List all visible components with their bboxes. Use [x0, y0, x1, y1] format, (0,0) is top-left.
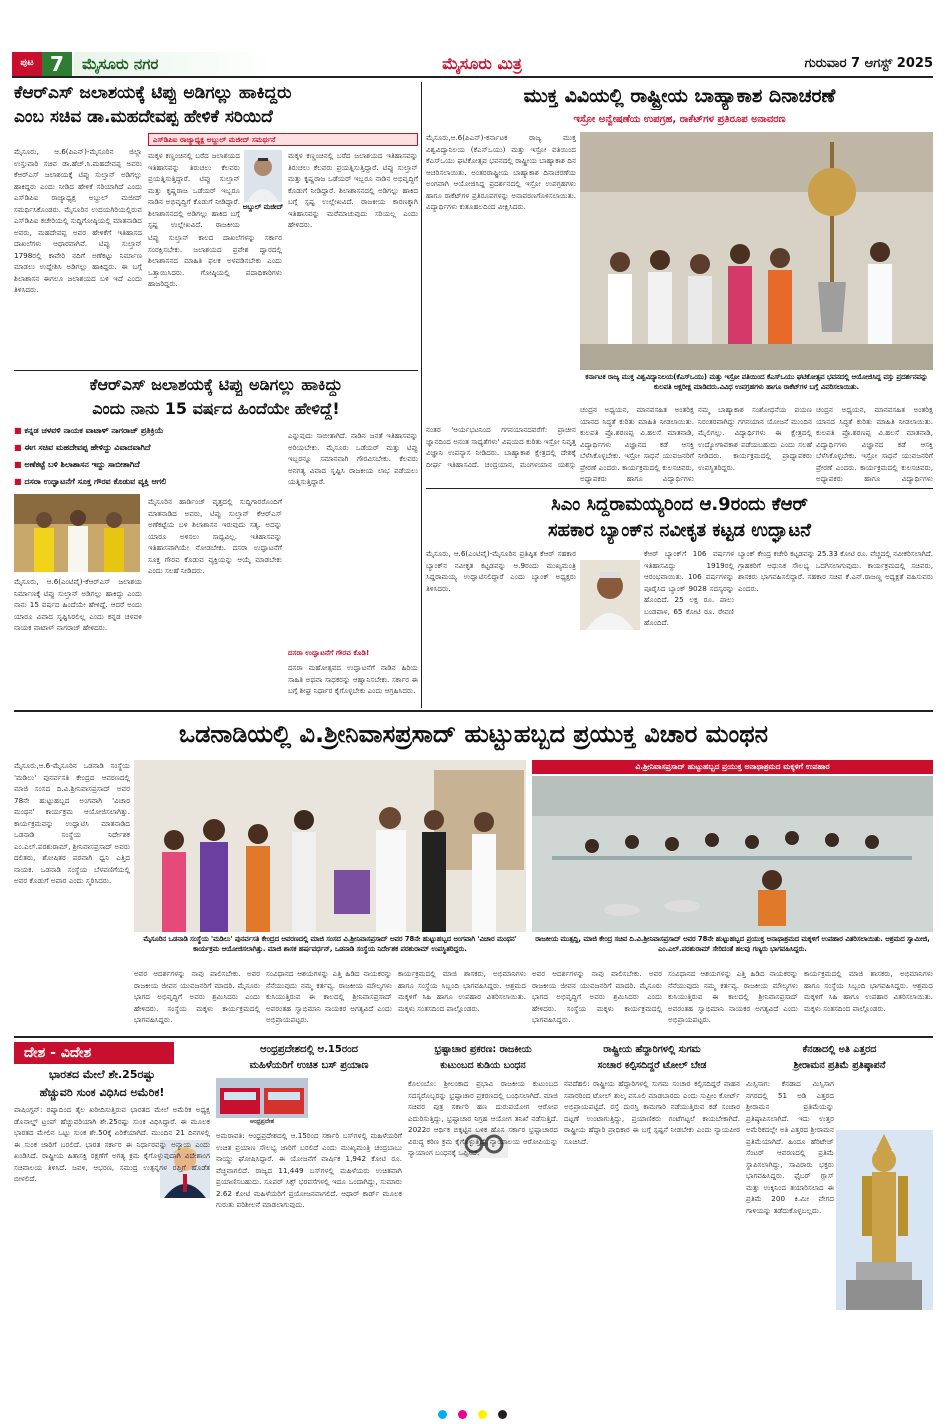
desha-s4-body: ನವದೆಹಲಿ: ರಾಷ್ಟ್ರೀಯ ಹೆದ್ದಾರಿಗಳಲ್ಲಿ ಸುಗಮ ಸಂಚಾರ ಕಲ್ಪಿಸದಿದ್ದರೆ ವಾಹನ ಸವಾರರಿಂದ ಟೋಲ್ ಶುಲ್ಕ ವಸೂಲಿ ಮಾಡಬಾರದು ಎಂದು ಸುಪ್ರೀಂ ಕೋರ್ಟ್ ಅಭಿಪ್ರಾಯಪಟ್ಟಿದೆ. ರಸ್ತೆ ದುರಸ್ತಿ ಕಾಮಗಾರಿ ನಡೆಯುತ್ತಿರುವ ಕಡೆ ಸಂಚಾರ ದಟ್ಟಣೆ ಉಂಟಾಗುತ್ತಿದ್ದು, ಪ್ರಯಾಣಿಕರು ಗಂಟೆಗಟ್ಟಲೆ ಕಾಯಬೇಕಾಗಿದೆ. ರಾಷ್ಟ್ರೀಯ ಹೆದ್ದಾರಿ ಪ್ರಾಧಿಕಾರ ಈ ಬಗ್ಗೆ ಸ್ಪಷ್ಟನೆ ನೀಡಬೇಕು ಎಂದು ನ್ಯಾಯಪೀಠ ಸೂಚಿಸಿದೆ. — [564, 1079, 740, 1146]
issue-date: ಗುರುವಾರ 7 ಆಗಸ್ಟ್ 2025 — [804, 56, 933, 71]
story2-body-col4: ದಸರಾ ಮಹೋತ್ಸವದ ಉದ್ಘಾಟನೆಗೆ ನಾಡಿನ ಹಿರಿಯ ಸಾಹಿತಿ ಅಥವಾ ಸಾಧಕರನ್ನು ಆಹ್ವಾನಿಸಬೇಕು. ಸರ್ಕಾರ ಈ ಬಗ್ಗೆ ಶೀಘ್ರ ನಿರ್ಧಾರ ಕೈಗೊಳ್ಳಬೇಕು ಎಂದು ಆಗ್ರಹಿಸಿದರು. — [288, 663, 418, 695]
masthead — [12, 52, 933, 78]
desha-s4-headline-line2: ಸಂಚಾರ ಕಲ್ಪಿಸದಿದ್ದರೆ ಟೋಲ್ ಬೇಡ — [597, 1060, 707, 1071]
story5-body-col3: ಸಂವಿಧಾನದ ಆಶಯಗಳನ್ನು ಎತ್ತಿ ಹಿಡಿದ ನಾಯಕರನ್ನು ನೆನೆಯುವುದು ನಮ್ಮ ಕರ್ತವ್ಯ. ರಾಜಕೀಯ ಮೌಲ್ಯಗಳು ಕುಸಿಯುತ್ತಿರುವ ಈ ಕಾಲದಲ್ಲಿ ಶ್ರೀನಿವಾಸಪ್ರಸಾದ್ ಅವರಂತಹ ಸ್ವಾಭಿಮಾನಿ ನಾಯಕರ ಅಗತ್ಯವಿದೆ ಎಂದು ಅಭಿಪ್ರಾಯಪಟ್ಟರು. — [266, 969, 392, 1024]
story4-body-col1: ಮೈಸೂರು, ಆ.6(ಎಂಟಿವೈ)-ಮೈಸೂರಿನ ಪ್ರತಿಷ್ಠಿತ ಕೆಆರ್ ಸಹಕಾರ ಬ್ಯಾಂಕ್‌ನ ನವೀಕೃತ ಕಟ್ಟಡವನ್ನು ಆ.9ರಂದು ಮುಖ್ಯಮಂತ್ರಿ ಸಿದ್ದರಾಮಯ್ಯ ಉದ್ಘಾಟಿಸಲಿದ್ದಾರೆ ಎಂದು ಬ್ಯಾಂಕ್ ಅಧ್ಯಕ್ಷರು ತಿಳಿಸಿದರು. — [426, 549, 576, 593]
story1-headline-line1: ಕೆಆರ್‌ಎಸ್ ಜಲಾಶಯಕ್ಕೆ ಟಿಪ್ಪು ಅಡಿಗಲ್ಲು ಹಾಕಿದ್ದರು — [14, 83, 292, 103]
desha-s2-photo-label: ಆಂಧ್ರಪ್ರದೇಶ — [249, 1118, 274, 1125]
column-divider — [421, 82, 422, 708]
desha-s2-body: ಅಮರಾವತಿ: ಆಂಧ್ರಪ್ರದೇಶದಲ್ಲಿ ಆ.15ರಿಂದ ಸರ್ಕಾರಿ ಬಸ್‌ಗಳಲ್ಲಿ ಮಹಿಳೆಯರಿಗೆ ಉಚಿತ ಪ್ರಯಾಣ ಸೌಲಭ್ಯ ಜಾರಿಗೆ ಬರಲಿದೆ ಎಂದು ಮುಖ್ಯಮಂತ್ರಿ ಚಂದ್ರಬಾಬು ನಾಯ್ಡು ಘೋಷಿಸಿದ್ದಾರೆ. ಈ ಯೋಜನೆಗೆ ವಾರ್ಷಿಕ 1,942 ಕೋಟಿ ರೂ. ವೆಚ್ಚವಾಗಲಿದೆ. ರಾಜ್ಯದ 11,449 ಬಸ್‌ಗಳಲ್ಲಿ ಮಹಿಳೆಯರು ಉಚಿತವಾಗಿ ಪ್ರಯಾಣಿಸಬಹುದು. ಸೂಪರ್ ಸಿಕ್ಸ್ ಭರವಸೆಗಳಲ್ಲಿ ಇದೂ ಒಂದಾಗಿದ್ದು, ಸುಮಾರು 2.62 ಕೋಟಿ ಮಹಿಳೆಯರಿಗೆ ಪ್ರಯೋಜನವಾಗಲಿದೆ. ಆಧಾರ್ ಕಾರ್ಡ್ ಮೂಲಕ ಗುರುತು ಪರಿಶೀಲನೆ ಮಾಡಲಾಗುವುದು. — [216, 1131, 402, 1209]
desha-s5-headline-line1: ಕೆನಡಾದಲ್ಲಿ ಅತಿ ಎತ್ತರದ — [802, 1044, 877, 1055]
desha-s4-headline-line1: ರಾಷ್ಟ್ರೀಯ ಹೆದ್ದಾರಿಗಳಲ್ಲಿ ಸುಗಮ — [603, 1044, 701, 1055]
story3-photo — [580, 132, 933, 370]
story3-body-col3: ನಮ್ಮ ಬಾಹ್ಯಾಕಾಶ ಸಂಶೋಧನೆಯ ಪಯಣ ನಿರಂತರವಾಗಿದ್ದು ಗಗನಯಾನ ಯೋಜನೆ ಮುಂದಿನ ಮೈಲಿಗಲ್ಲು. ವಿದ್ಯಾರ್ಥಿಗಳು ಈ ಕ್ಷೇತ್ರದಲ್ಲಿ ಉದ್ಯೋಗಾವಕಾಶ ಪಡೆಯಬಹುದು ಎಂದು ಸಲಹೆ ನೀಡಿದರು. ಕಾರ್ಯಕ್ರಮದಲ್ಲಿ ಪ್ರಾಧ್ಯಾಪಕರು ಉಪಸ್ಥಿತರಿದ್ದರು. — [698, 405, 812, 472]
story2-subhead: ದಸರಾ ಉದ್ಘಾಟನೆಗೆ ಗೌರವ ಕೊಡಿ! — [288, 648, 370, 657]
story4-headline-line1: ಸಿಎಂ ಸಿದ್ದರಾಮಯ್ಯರಿಂದ ಆ.9ರಂದು ಕೆಆರ್ — [551, 494, 808, 515]
story3-body-col1: ಮೈಸೂರು,ಆ.6(ಪಿಎನ್)-ಕರ್ನಾಟಕ ರಾಜ್ಯ ಮುಕ್ತ ವಿಶ್ವವಿದ್ಯಾನಿಲಯ (ಕೆಎಸ್‌ಒಯು) ಮತ್ತು ಇಸ್ರೋ ವತಿಯಿಂದ ಕೆಎಸ್‌ಒಯು ಘಟಿಕೋತ್ಸವ ಭವನದಲ್ಲಿ ರಾಷ್ಟ್ರೀಯ ಬಾಹ್ಯಾಕಾಶ ದಿನ ಆಚರಿಸಲಾಯಿತು. ಅಂತರರಾಷ್ಟ್ರೀಯ ಬಾಹ್ಯಾಕಾಶ ದಿನಾಚರಣೆಯ ಅಂಗವಾಗಿ ಆಯೋಜಿಸಿದ್ದ ಪ್ರದರ್ಶನದಲ್ಲಿ ಇಸ್ರೋ ಉಪಗ್ರಹಗಳು ಹಾಗೂ ರಾಕೆಟ್‌ಗಳ ಪ್ರತಿರೂಪಗಳನ್ನು ಅನಾವರಣಗೊಳಿಸಲಾಯಿತು. ವಿದ್ಯಾರ್ಥಿಗಳು ಕುತೂಹಲದಿಂದ ವೀಕ್ಷಿಸಿದರು. — [426, 133, 576, 211]
story5-headline: ಒಡನಾಡಿಯಲ್ಲಿ ವಿ.ಶ್ರೀನಿವಾಸಪ್ರಸಾದ್ ಹುಟ್ಟುಹಬ್ಬದ ಪ್ರಯುಕ್ತ ವಿಚಾರ ಮಂಥನ — [179, 720, 768, 748]
story3-body-col4: ಚಂದ್ರನ ಅಧ್ಯಯನ, ಮಾನವಸಹಿತ ಅಂತರಿಕ್ಷ ಯಾನದ ಸಿದ್ಧತೆ ಕುರಿತು ಮಾಹಿತಿ ನೀಡಲಾಯಿತು. ಕುಲಪತಿ ಪ್ರೊ.ಶರಣಪ್ಪ ವಿ.ಹಲಸೆ ಮಾತನಾಡಿ, ವಿದ್ಯಾರ್ಥಿಗಳು ವಿಜ್ಞಾನದ ಕಡೆ ಆಸಕ್ತಿ ಬೆಳೆಸಿಕೊಳ್ಳಬೇಕು. ಇಸ್ರೋ ಸಾಧನೆ ಯುವಜನರಿಗೆ ಪ್ರೇರಣೆ ಎಂದರು. ಕಾರ್ಯಕ್ರಮದಲ್ಲಿ ಕುಲಸಚಿವರು, ಅಧ್ಯಾಪಕರು ಹಾಗೂ ವಿದ್ಯಾರ್ಥಿಗಳು — [816, 405, 933, 483]
story5-body-col5: ಅವರ ಆದರ್ಶಗಳನ್ನು ನಾವು ಪಾಲಿಸಬೇಕು. ಅವರ ರಾಜಕೀಯ ಜೀವನ ಯುವಜನರಿಗೆ ಮಾದರಿ. ಮೈಸೂರು ಭಾಗದ ಅಭಿವೃದ್ಧಿಗೆ ಅವರು ಶ್ರಮಿಸಿದರು ಎಂದು ಹೇಳಿದರು. ಸಂಸ್ಥೆಯ ಮಕ್ಕಳು ಕಾರ್ಯಕ್ರಮದಲ್ಲಿ ಭಾಗವಹಿಸಿದ್ದರು. — [532, 969, 662, 1024]
story2-body-col3: ಎನ್ನುವುದು ಸಾಬೀತಾಗಿದೆ. ನಾಡಿನ ಜನತೆ ಇತಿಹಾಸವನ್ನು ಅರಿಯಬೇಕು. ಮೈಸೂರು ಒಡೆಯರ್ ಮತ್ತು ಟಿಪ್ಪು ಇಬ್ಬರನ್ನೂ ಸಮಾನವಾಗಿ ಗೌರವಿಸಬೇಕು. ಕೆಲವರು ಅನಗತ್ಯ ವಿವಾದ ಸೃಷ್ಟಿಸಿ ರಾಜಕೀಯ ಲಾಭ ಪಡೆಯಲು ಯತ್ನಿಸುತ್ತಿದ್ದಾರೆ. — [288, 431, 418, 486]
desha-s1-body: ವಾಷಿಂಗ್ಟನ್: ರಷ್ಯಾದಿಂದ ತೈಲ ಖರೀದಿಸುತ್ತಿರುವ ಭಾರತದ ಮೇಲೆ ಅಮೆರಿಕ ಅಧ್ಯಕ್ಷ ಡೊನಾಲ್ಡ್ ಟ್ರಂಪ್ ಹೆಚ್ಚುವರಿಯಾಗಿ ಶೇ.25ರಷ್ಟು ಸುಂಕ ವಿಧಿಸಿದ್ದಾರೆ. ಈ ಮೂಲಕ ಭಾರತದ ಮೇಲಿನ ಒಟ್ಟು ಸುಂಕ ಶೇ.50ಕ್ಕೆ ಏರಿಕೆಯಾಗಿದೆ. ಮುಂದಿನ 21 ದಿನಗಳಲ್ಲಿ ಈ ಸುಂಕ ಜಾರಿಗೆ ಬರಲಿದೆ. ಭಾರತ ಸರ್ಕಾರ ಈ ನಿರ್ಧಾರವನ್ನು ಅನ್ಯಾಯ ಎಂದು ಖಂಡಿಸಿದೆ. ರಾಷ್ಟ್ರೀಯ ಹಿತಾಸಕ್ತಿ ರಕ್ಷಣೆಗೆ ಅಗತ್ಯ ಕ್ರಮ ಕೈಗೊಳ್ಳುವುದಾಗಿ ವಿದೇಶಾಂಗ ಸಚಿವಾಲಯ ತಿಳಿಸಿದೆ. ಜವಳಿ, ಆಭರಣ, ಸಮುದ್ರ ಉತ್ಪನ್ನಗಳ ರಫ್ತಿಗೆ ಹೊಡೆತ ಬೀಳಲಿದೆ. — [14, 1105, 210, 1183]
divider — [14, 710, 933, 712]
story2-photo — [14, 494, 140, 572]
desha-s1-headline-line1: ಭಾರತದ ಮೇಲೆ ಶೇ.25ರಷ್ಟು — [48, 1068, 156, 1081]
story1-kicker: ಎಸ್‌ಡಿಪಿಐ ರಾಜ್ಯಾಧ್ಯಕ್ಷ ಅಬ್ದುಲ್ ಮಜೀದ್ ಸಮರ್ಥನೆ — [148, 133, 418, 146]
bullet-item: ■ ದಸರಾ ಉದ್ಘಾಟನೆಗೆ ಸೂಕ್ತ ಗೌರವ ಕೊಡುವ ವ್ಯಕ್ತಿ ಆಗಲಿ — [14, 477, 167, 486]
story5-body-col2: ಅವರ ಆದರ್ಶಗಳನ್ನು ನಾವು ಪಾಲಿಸಬೇಕು. ಅವರ ರಾಜಕೀಯ ಜೀವನ ಯುವಜನರಿಗೆ ಮಾದರಿ. ಮೈಸೂರು ಭಾಗದ ಅಭಿವೃದ್ಧಿಗೆ ಅವರು ಶ್ರಮಿಸಿದರು ಎಂದು ಹೇಳಿದರು. ಸಂಸ್ಥೆಯ ಮಕ್ಕಳು ಕಾರ್ಯಕ್ರಮದಲ್ಲಿ ಭಾಗವಹಿಸಿದ್ದರು. — [134, 969, 260, 1024]
desha-s3-headline-line2: ಕುಟುಂಬದ ಕುಡಿಯ ಬಂಧನ — [440, 1060, 526, 1071]
story5-body-col6: ಸಂವಿಧಾನದ ಆಶಯಗಳನ್ನು ಎತ್ತಿ ಹಿಡಿದ ನಾಯಕರನ್ನು ನೆನೆಯುವುದು ನಮ್ಮ ಕರ್ತವ್ಯ. ರಾಜಕೀಯ ಮೌಲ್ಯಗಳು ಕುಸಿಯುತ್ತಿರುವ ಈ ಕಾಲದಲ್ಲಿ ಶ್ರೀನಿವಾಸಪ್ರಸಾದ್ ಅವರಂತಹ ಸ್ವಾಭಿಮಾನಿ ನಾಯಕರ ಅಗತ್ಯವಿದೆ ಎಂದು ಅಭಿಪ್ರಾಯಪಟ್ಟರು. — [668, 969, 798, 1024]
desha-videsha-band: ದೇಶ - ವಿದೇಶ — [14, 1042, 174, 1064]
story5-photo1-caption: ಮೈಸೂರಿನ ಒಡನಾಡಿ ಸಂಸ್ಥೆಯ 'ಮಡಿಲು' ಪುನರ್ವಸತಿ ಕೇಂದ್ರದ ಆವರಣದಲ್ಲಿ ಮಾಜಿ ಸಂಸದ ವಿ.ಶ್ರೀನಿವಾಸಪ್ರಸಾದ್ ಅವರ 78ನೇ ಹುಟ್ಟುಹಬ್ಬದ ಅಂಗವಾಗಿ 'ವಿಚಾರ ಮಂಥನ' ಕಾರ್ಯಕ್ರಮ ಆಯೋಜಿಸಲಾಗಿತ್ತು. ಮಾಜಿ ಶಾಸಕ ಹರ್ಷವರ್ಧನ್, ಒಡನಾಡಿ ಸಂಸ್ಥೆಯ ನಿರ್ದೇಶಕ ಪರಶುರಾಮ್ ಉಪಸ್ಥಿತರಿದ್ದರು. — [143, 935, 517, 953]
registration-marks — [0, 1404, 945, 1418]
story3-headline: ಮುಕ್ತ ವಿವಿಯಲ್ಲಿ ರಾಷ್ಟ್ರೀಯ ಬಾಹ್ಯಾಕಾಶ ದಿನಾಚರಣೆ — [523, 85, 836, 107]
desha-s3-headline-line1: ಭ್ರಷ್ಟಾಚಾರ ಪ್ರಕರಣ: ರಾಜಕೀಯ — [434, 1044, 532, 1055]
story2-body-col1: ಮೈಸೂರು, ಆ.6(ಎಂಟಿವೈ)-ಕೆಆರ್‌ಎಸ್ ಜಲಾಶಯ ನಿರ್ಮಾಣಕ್ಕೆ ಟಿಪ್ಪು ಸುಲ್ತಾನ್ ಅಡಿಗಲ್ಲು ಹಾಕಿದ್ದು ಎಂದು ನಾನು 15 ವರ್ಷದ ಹಿಂದೆಯೇ ಹೇಳಿದ್ದೆ. ಆದರೆ ಅಂದು ಯಾರೂ ವಿವಾದ ಸೃಷ್ಟಿಸಿರಲಿಲ್ಲ ಎಂದು ಕನ್ನಡ ಚಳವಳಿ ನಾಯಕ ವಾಟಾಳ್ ನಾಗರಾಜ್ ಹೇಳಿದರು. — [14, 577, 142, 632]
desha-s5-body: ಮಿಸ್ಸಿಸಾಗ: ಕೆನಡಾದ ಮಿಸ್ಸಿಸಾಗ ನಗರದಲ್ಲಿ 51 ಅಡಿ ಎತ್ತರದ ಶ್ರೀರಾಮನ ಪ್ರತಿಮೆಯನ್ನು ಪ್ರತಿಷ್ಠಾಪಿಸಲಾಗಿದೆ. ಇದು ಉತ್ತರ ಅಮೆರಿಕದಲ್ಲೇ ಅತಿ ಎತ್ತರದ ಶ್ರೀರಾಮನ ಪ್ರತಿಮೆಯಾಗಿದೆ. ಹಿಂದೂ ಹೆರಿಟೇಜ್ ಸೆಂಟರ್ ಆವರಣದಲ್ಲಿ ಪ್ರತಿಮೆ ಸ್ಥಾಪಿಸಲಾಗಿದ್ದು, ಸಾವಿರಾರು ಭಕ್ತರು ಭಾಗವಹಿಸಿದ್ದರು. ಫೈಬರ್ ಗ್ಲಾಸ್ ಮತ್ತು ಉಕ್ಕಿನಿಂದ ತಯಾರಿಸಲಾದ ಈ ಪ್ರತಿಮೆ 200 ಕಿ.ಮೀ ವೇಗದ ಗಾಳಿಯನ್ನು ತಡೆದುಕೊಳ್ಳಬಲ್ಲದು. — [746, 1079, 834, 1215]
story4-cm-photo — [580, 560, 640, 630]
story4-headline-line2: ಸಹಕಾರ ಬ್ಯಾಂಕ್‌ನ ನವೀಕೃತ ಕಟ್ಟಡ ಉದ್ಘಾಟನೆ — [547, 520, 812, 541]
story3-body-col1b: ನಂತರ 'ಆರ್ಯಭಟನಿಂದ ಗಗನಯಾನದವರೆಗೆ: ಪ್ರಾಚೀನ ಜ್ಞಾನದಿಂದ ಅನಂತ ಸಾಧ್ಯತೆಗಳು' ವಿಷಯದ ಕುರಿತು ಇಸ್ರೋ ನಿವೃತ್ತ ವಿಜ್ಞಾನಿ ಉಪನ್ಯಾಸ ನೀಡಿದರು. ಬಾಹ್ಯಾಕಾಶ ಕ್ಷೇತ್ರದಲ್ಲಿ ದೇಶಕ್ಕೆ ದೀರ್ಘ ಇತಿಹಾಸವಿದೆ. ಚಂದ್ರಯಾನ, ಮಂಗಳಯಾನ ಯಶಸ್ಸು — [426, 425, 576, 469]
story5-body-col1: ಮೈಸೂರು,ಆ.6-ಮೈಸೂರಿನ ಒಡನಾಡಿ ಸಂಸ್ಥೆಯ 'ಮಡಿಲು' ಪುನರ್ವಸತಿ ಕೇಂದ್ರದ ಆವರಣದಲ್ಲಿ ಮಾಜಿ ಸಂಸದ ದಿ.ವಿ.ಶ್ರೀನಿವಾಸಪ್ರಸಾದ್ ಅವರ 78ನೇ ಹುಟ್ಟುಹಬ್ಬದ ಅಂಗವಾಗಿ 'ವಿಚಾರ ಮಂಥನ' ಕಾರ್ಯಕ್ರಮ ಆಯೋಜಿಸಲಾಗಿತ್ತು. ಕಾರ್ಯಕ್ರಮವನ್ನು ಉದ್ಘಾಟಿಸಿ ಮಾತನಾಡಿದ ಒಡನಾಡಿ ಸಂಸ್ಥೆಯ ನಿರ್ದೇಶಕ ಎಂ.ಎಲ್.ಪರಶುರಾಮ್, ಶ್ರೀನಿವಾಸಪ್ರಸಾದ್ ಅವರು ದಲಿತರು, ಶೋಷಿತರ ಪರವಾಗಿ ಧ್ವನಿ ಎತ್ತಿದ ನಾಯಕ. ಒಡನಾಡಿ ಸಂಸ್ಥೆಯ ಬೆಳವಣಿಗೆಯಲ್ಲಿ ಅವರ ಕೊಡುಗೆ ಅಪಾರ ಎಂದು ಸ್ಮರಿಸಿದರು. — [14, 761, 130, 885]
story2-bullets — [14, 422, 292, 494]
bullet-item: ■ ಅಣೆಕಟ್ಟೆ ಬಳಿ ಶಿಲಾಶಾಸನ ಇದ್ದು ಸಾಬೀತಾಗಿದೆ — [14, 460, 140, 469]
desha-s5-headline-line2: ಶ್ರೀರಾಮನ ಪ್ರತಿಮೆ ಪ್ರತಿಷ್ಠಾಪನೆ — [793, 1060, 886, 1071]
desha-s5-statue-photo — [836, 1130, 933, 1310]
desha-s2-photo — [216, 1078, 308, 1118]
story1-body-col4: ಮಕ್ಕಳ ಕಣ್ಣಂಚಿನಲ್ಲಿ ಬರೆದ ಜಲಾಶಯದ ಇತಿಹಾಸವನ್ನು ತಿರುಚಲು ಕೆಲವರು ಪ್ರಯತ್ನಿಸುತ್ತಿದ್ದಾರೆ. ಟಿಪ್ಪು ಸುಲ್ತಾನ್ ಮತ್ತು ಕೃಷ್ಣರಾಜ ಒಡೆಯರ್ ಇಬ್ಬರೂ ನಾಡಿನ ಅಭಿವೃದ್ಧಿಗೆ ಕೊಡುಗೆ ನೀಡಿದ್ದಾರೆ. ಶಿಲಾಶಾಸನದಲ್ಲಿ ಅಡಿಗಲ್ಲು ಹಾಕಿದ ಬಗ್ಗೆ ಸ್ಪಷ್ಟ ಉಲ್ಲೇಖವಿದೆ. ರಾಜಕೀಯ ಕಾರಣಕ್ಕಾಗಿ ಇತಿಹಾಸವನ್ನು ಮರೆಮಾಚುವುದು ಸರಿಯಲ್ಲ ಎಂದು ಹೇಳಿದರು. — [288, 151, 418, 229]
story1-body-col3: ಟಿಪ್ಪು ಸುಲ್ತಾನ್ ಕಾಲದ ದಾಖಲೆಗಳನ್ನು ಸರ್ಕಾರ ಸಂರಕ್ಷಿಸಬೇಕು. ಜಲಾಶಯದ ಪ್ರವೇಶ ದ್ವಾರದಲ್ಲಿ ಶಿಲಾಶಾಸನದ ಮಾಹಿತಿ ಫಲಕ ಅಳವಡಿಸಬೇಕು ಎಂದು ಒತ್ತಾಯಿಸಿದರು. ಗೋಷ್ಠಿಯಲ್ಲಿ ಪದಾಧಿಕಾರಿಗಳು ಹಾಜರಿದ್ದರು. — [148, 233, 282, 288]
divider — [14, 1036, 933, 1038]
color-dot — [478, 1410, 487, 1419]
story3-body-col2: ಚಂದ್ರನ ಅಧ್ಯಯನ, ಮಾನವಸಹಿತ ಅಂತರಿಕ್ಷ ಯಾನದ ಸಿದ್ಧತೆ ಕುರಿತು ಮಾಹಿತಿ ನೀಡಲಾಯಿತು. ಕುಲಪತಿ ಪ್ರೊ.ಶರಣಪ್ಪ ವಿ.ಹಲಸೆ ಮಾತನಾಡಿ, ವಿದ್ಯಾರ್ಥಿಗಳು ವಿಜ್ಞಾನದ ಕಡೆ ಆಸಕ್ತಿ ಬೆಳೆಸಿಕೊಳ್ಳಬೇಕು. ಇಸ್ರೋ ಸಾಧನೆ ಯುವಜನರಿಗೆ ಪ್ರೇರಣೆ ಎಂದರು. ಕಾರ್ಯಕ್ರಮದಲ್ಲಿ ಕುಲಸಚಿವರು, ಅಧ್ಯಾಪಕರು ಹಾಗೂ ವಿದ್ಯಾರ್ಥಿಗಳು — [580, 405, 694, 483]
divider — [14, 370, 418, 371]
page-label: ಪುಟ — [12, 52, 42, 76]
color-dot — [438, 1410, 447, 1419]
story5-photo2-caption: ರಾಜಕೀಯ ಮುತ್ಸದ್ದಿ, ಮಾಜಿ ಕೇಂದ್ರ ಸಚಿವ ದಿ.ವಿ.ಶ್ರೀನಿವಾಸಪ್ರಸಾದ್ ಅವರ 78ನೇ ಹುಟ್ಟುಹಬ್ಬದ ಪ್ರಯುಕ್ತ ಅನಾಥಾಶ್ರಮದ ಮಕ್ಕಳಿಗೆ ಉಪಹಾರ ವಿತರಿಸಲಾಯಿತು. ಆಶ್ರಮದ ಸ್ವಾಮೀಜಿ, ಎಂ.ಎಲ್.ಪರಶುರಾಮ್ ಸೇರಿದಂತೆ ಹಲವು ಗಣ್ಯರು ಭಾಗವಹಿಸಿದ್ದರು. — [535, 935, 930, 953]
bullet-item: ■ ಈಗ ಸಚಿವ ಮಹದೇವಪ್ಪ ಹೇಳಿದ್ದು ವಿವಾದವಾಗಿದೆ — [14, 443, 151, 452]
paper-name-logo: ಮೈಸೂರು ಮಿತ್ರ — [442, 54, 522, 73]
page-number: 7 — [42, 52, 72, 76]
story5-photo1 — [134, 760, 526, 932]
color-dot — [498, 1410, 507, 1419]
story2-body-col2: ಮೈಸೂರಿನ ಹಾರ್ಡಿಂಜ್ ವೃತ್ತದಲ್ಲಿ ಸುದ್ದಿಗಾರರೊಂದಿಗೆ ಮಾತನಾಡಿದ ಅವರು, ಟಿಪ್ಪು ಸುಲ್ತಾನ್ ಕೆಆರ್‌ಎಸ್ ಅಣೆಕಟ್ಟೆಯ ಬಳಿ ಶಿಲಾಶಾಸನ ಇರುವುದು ಸತ್ಯ. ಅದನ್ನು ಯಾರೂ ಅಳಿಸಲು ಸಾಧ್ಯವಿಲ್ಲ. ಇತಿಹಾಸವನ್ನು ಇತಿಹಾಸವಾಗಿಯೇ ನೋಡಬೇಕು. ದಸರಾ ಉದ್ಘಾಟನೆಗೆ ಸೂಕ್ತ ಗೌರವ ಕೊಡುವ ವ್ಯಕ್ತಿಯನ್ನು ಆಯ್ಕೆ ಮಾಡಬೇಕು ಎಂದು ಸಲಹೆ ನೀಡಿದರು. — [148, 497, 282, 575]
story5-photo2 — [532, 776, 933, 932]
desha-s2-headline-line1: ಆಂಧ್ರಪ್ರದೇಶದಲ್ಲಿ ಆ.15ರಂದ — [260, 1044, 358, 1055]
section-name: ಮೈಸೂರು ನಗರ — [74, 52, 274, 76]
story3-photo-caption: ಕರ್ನಾಟಕ ರಾಜ್ಯ ಮುಕ್ತ ವಿಶ್ವವಿದ್ಯಾನಿಲಯ(ಕೆಎಸ್‌ಒಯು) ಮತ್ತು ಇಸ್ರೋ ವತಿಯಿಂದ ಕೆಎಸ್‌ಒಯು ಘಟಿಕೋತ್ಸವ ಭವನದಲ್ಲಿ ಆಯೋಜಿಸಿದ್ದ ವಸ್ತು ಪ್ರದರ್ಶನವನ್ನು ಕುಲಪತಿ ಅಕ್ಷರೀಕ್ಷ ಮಾಡಿದರು.ವಿವಿಧ ಉಪಗ್ರಹಗಳು ಹಾಗೂ ರಾಕೆಟ್‌ಗಳ ಬಗ್ಗೆ ವಿವರಿಸಲಾಯಿತು. — [585, 373, 928, 391]
story1-headline-line2: ಎಂಬ ಸಚಿವ ಡಾ.ಮಹದೇವಪ್ಪ ಹೇಳಿಕೆ ಸರಿಯಿದೆ — [14, 107, 273, 127]
story4-body-col2: ಕೆಆರ್ ಬ್ಯಾಂಕ್‌ಗೆ 106 ವರ್ಷಗಳ ಇತಿಹಾಸವಿದ್ದು 1919ರಲ್ಲಿ ಆರಂಭವಾಯಿತು. 106 ವರ್ಷಗಳನ್ನು ಪೂರೈಸಿದ ಬ್ಯಾಂಕ್ 9028 ಸದಸ್ಯರನ್ನು ಹೊಂದಿದೆ. 25 ಲಕ್ಷ ರೂ. ಪಾಲು ಬಂಡವಾಳ, 65 ಕೋಟಿ ರೂ. ಠೇವಣಿ ಹೊಂದಿದೆ. — [644, 549, 734, 627]
desha-s3-body: ಕೊಲಂಬೊ: ಶ್ರೀಲಂಕಾದ ಪ್ರಭಾವಿ ರಾಜಕೀಯ ಕುಟುಂಬದ ಸದಸ್ಯರೊಬ್ಬರನ್ನು ಭ್ರಷ್ಟಾಚಾರ ಪ್ರಕರಣದಲ್ಲಿ ಬಂಧಿಸಲಾಗಿದೆ. ಮಾಜಿ ಸಚಿವರ ಪುತ್ರ ಸರ್ಕಾರಿ ಹಣ ದುರುಪಯೋಗ ಆರೋಪ ಎದುರಿಸುತ್ತಿದ್ದು, ಭ್ರಷ್ಟಾಚಾರ ನಿಗ್ರಹ ಆಯೋಗ ತನಿಖೆ ನಡೆಸುತ್ತಿದೆ. 2022ರ ಆರ್ಥಿಕ ಬಿಕ್ಕಟ್ಟಿನ ಬಳಿಕ ಹೊಸ ಸರ್ಕಾರ ಭ್ರಷ್ಟಾಚಾರದ ವಿರುದ್ಧ ಕಠಿಣ ಕ್ರಮ ಕೈಗೊಳ್ಳುತ್ತಿದೆ. ನ್ಯಾಯಾಲಯ ಆರೋಪಿಯನ್ನು ನ್ಯಾಯಾಂಗ ಬಂಧನಕ್ಕೆ ಒಪ್ಪಿಸಿದೆ. — [408, 1079, 558, 1157]
desha-s2-headline-line2: ಮಹಿಳೆಯರಿಗೆ ಉಚಿತ ಬಸ್ ಪ್ರಯಾಣ — [249, 1060, 369, 1071]
story3-subhead: ಇಸ್ರೋ ಅನ್ವೇಷಣೆಯ ಉಪಗ್ರಹ, ರಾಕೆಟ್‌ಗಳ ಪ್ರತಿರೂಪ ಅನಾವರಣ — [573, 114, 786, 125]
story1-mug-photo — [244, 150, 282, 202]
desha-s1-headline-line2: ಹೆಚ್ಚುವರಿ ಸುಂಕ ವಿಧಿಸಿದ ಅಮೆರಿಕ! — [39, 1086, 165, 1099]
story2-headline-line2: ಎಂದು ನಾನು 15 ವರ್ಷದ ಹಿಂದೆಯೇ ಹೇಳಿದ್ದೆ! — [92, 399, 340, 418]
story1-body-col2: ಮಕ್ಕಳ ಕಣ್ಣಂಚಿನಲ್ಲಿ ಬರೆದ ಜಲಾಶಯದ ಇತಿಹಾಸವನ್ನು ತಿರುಚಲು ಕೆಲವರು ಪ್ರಯತ್ನಿಸುತ್ತಿದ್ದಾರೆ. ಟಿಪ್ಪು ಸುಲ್ತಾನ್ ಮತ್ತು ಕೃಷ್ಣರಾಜ ಒಡೆಯರ್ ಇಬ್ಬರೂ ನಾಡಿನ ಅಭಿವೃದ್ಧಿಗೆ ಕೊಡುಗೆ ನೀಡಿದ್ದಾರೆ. ಶಿಲಾಶಾಸನದಲ್ಲಿ ಅಡಿಗಲ್ಲು ಹಾಕಿದ ಬಗ್ಗೆ ಸ್ಪಷ್ಟ ಉಲ್ಲೇಖವಿದೆ. ರಾಜಕೀಯ — [148, 151, 240, 229]
story5-banner: ವಿ.ಶ್ರೀನಿವಾಸಪ್ರಸಾದ್ ಹುಟ್ಟುಹಬ್ಬದ ಪ್ರಯುಕ್ತ ಅನಾಥಾಶ್ರಮದ ಮಕ್ಕಳಿಗೆ ಉಪಹಾರ — [532, 760, 933, 774]
color-dot — [458, 1410, 467, 1419]
story2-headline-line1: ಕೆಆರ್‌ಎಸ್ ಜಲಾಶಯಕ್ಕೆ ಟಿಪ್ಪು ಅಡಿಗಲ್ಲು ಹಾಕಿದ್ದು — [89, 375, 343, 394]
story4-body-col3: ಬ್ಯಾಂಕ್ ಕೇಂದ್ರ ಕಚೇರಿ ಕಟ್ಟಡವನ್ನು 25.33 ಕೋಟಿ ರೂ. ವೆಚ್ಚದಲ್ಲಿ ನವೀಕರಿಸಲಾಗಿದೆ. ಗ್ರಾಹಕರಿಗೆ ಆಧುನಿಕ ಸೌಲಭ್ಯ ಒದಗಿಸಲಾಗುವುದು. ಕಾರ್ಯಕ್ರಮದಲ್ಲಿ ಸಚಿವರು, ಶಾಸಕರು ಭಾಗವಹಿಸಲಿದ್ದಾರೆ. ಸಹಕಾರ ಸಚಿವ ಕೆ.ಎನ್.ರಾಜಣ್ಣ ಅಧ್ಯಕ್ಷತೆ ವಹಿಸುವರು ಎಂದರು. — [738, 549, 933, 593]
story1-body-col1: ಮೈಸೂರು, ಆ.6(ಪಿಎನ್)-ಮೈಸೂರಿನ ಜಿಲ್ಲಾ ಉಸ್ತುವಾರಿ ಸಚಿವ ಡಾ.ಹೆಚ್.ಸಿ.ಮಹದೇವಪ್ಪ ಅವರು ಕೆಆರ್‌ಎಸ್ ಜಲಾಶಯಕ್ಕೆ ಟಿಪ್ಪು ಸುಲ್ತಾನ್ ಅಡಿಗಲ್ಲು ಹಾಕಿದ್ದರು ಎಂದು ನೀಡಿದ ಹೇಳಿಕೆ ಸರಿಯಾಗಿದೆ ಎಂದು ಎಸ್‌ಡಿಪಿಐ ರಾಜ್ಯಾಧ್ಯಕ್ಷ ಅಬ್ದುಲ್ ಮಜೀದ್ ಸಮರ್ಥಿಸಿಕೊಂಡರು. ಮೈಸೂರಿನ ಉದಯಗಿರಿಯಲ್ಲಿರುವ ಎಸ್‌ಡಿಪಿಐ ಕಚೇರಿಯಲ್ಲಿ ಸುದ್ದಿಗೋಷ್ಠಿಯಲ್ಲಿ ಮಾತನಾಡಿದ ಅವರು, ಮಹದೇವಪ್ಪ ಅವರ ಹೇಳಿಕೆಗೆ ಇತಿಹಾಸದ ದಾಖಲೆಗಳು ಆಧಾರವಾಗಿವೆ. ಟಿಪ್ಪು ಸುಲ್ತಾನ್ 1798ರಲ್ಲಿ ಕಾವೇರಿ ನದಿಗೆ ಅಣೆಕಟ್ಟು ನಿರ್ಮಾಣ ಮಾಡಲು ಉದ್ದೇಶಿಸಿ ಅಡಿಗಲ್ಲು ಹಾಕಿದ್ದರು. ಈ ಬಗ್ಗೆ ಶಿಲಾಶಾಸನ ಈಗಲೂ ಜಲಾಶಯದ ಬಳಿ ಇದೆ ಎಂದು ತಿಳಿಸಿದರು. — [14, 147, 142, 294]
story5-body-col7: ಕಾರ್ಯಕ್ರಮದಲ್ಲಿ ಮಾಜಿ ಶಾಸಕರು, ಅಭಿಮಾನಿಗಳು ಹಾಗೂ ಸಂಸ್ಥೆಯ ಸಿಬ್ಬಂದಿ ಭಾಗವಹಿಸಿದ್ದರು. ಆಶ್ರಮದ ಮಕ್ಕಳಿಗೆ ಸಿಹಿ ಹಾಗೂ ಉಪಹಾರ ವಿತರಿಸಲಾಯಿತು. ಮಕ್ಕಳು ಸಂತಸದಿಂದ ಪಾಲ್ಗೊಂಡರು. — [804, 969, 933, 1013]
story1-mug-caption: ಅಬ್ದುಲ್ ಮಜೀದ್ — [242, 203, 284, 211]
bullet-item: ■ ಕನ್ನಡ ಚಳವಳಿ ನಾಯಕ ವಾಟಾಳ್ ನಾಗರಾಜ್ ಪ್ರತಿಕ್ರಿಯೆ — [14, 426, 164, 435]
story5-body-col4: ಕಾರ್ಯಕ್ರಮದಲ್ಲಿ ಮಾಜಿ ಶಾಸಕರು, ಅಭಿಮಾನಿಗಳು ಹಾಗೂ ಸಂಸ್ಥೆಯ ಸಿಬ್ಬಂದಿ ಭಾಗವಹಿಸಿದ್ದರು. ಆಶ್ರಮದ ಮಕ್ಕಳಿಗೆ ಸಿಹಿ ಹಾಗೂ ಉಪಹಾರ ವಿತರಿಸಲಾಯಿತು. ಮಕ್ಕಳು ಸಂತಸದಿಂದ ಪಾಲ್ಗೊಂಡರು. — [398, 969, 526, 1013]
divider — [426, 488, 933, 489]
